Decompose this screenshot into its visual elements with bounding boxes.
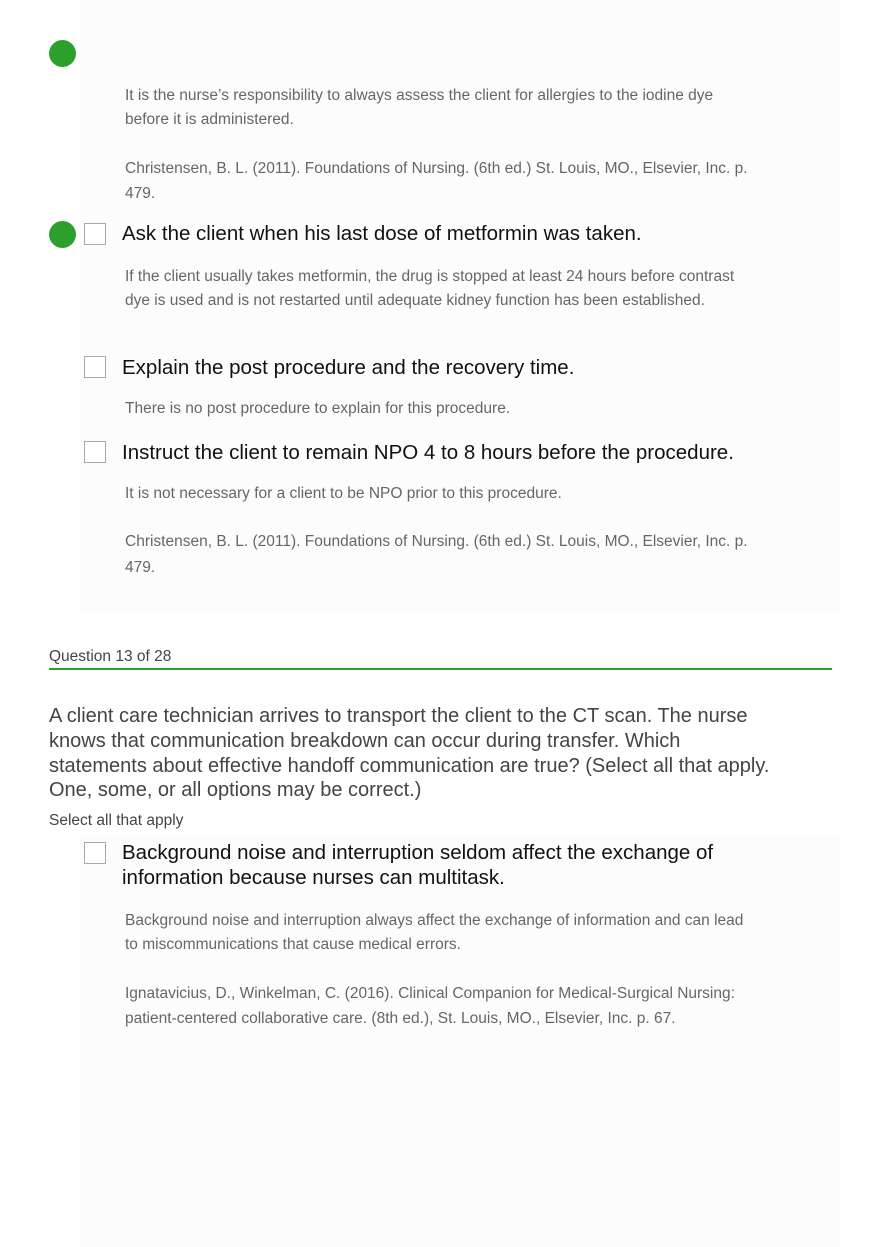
option-citation: Ignatavicius, D., Winkelman, C. (2016). Clinical Companion for Medical-Surgical Nursing: patient-centered collaborative care. (8th ed.), St. Louis, MO., Elsevier, Inc. p. 67.: [125, 985, 735, 1027]
option-label: Explain the post procedure and the recovery time.: [122, 356, 575, 379]
question-divider: [49, 668, 832, 670]
option-checkbox[interactable]: [84, 223, 106, 245]
option-checkbox[interactable]: [84, 356, 106, 378]
question-number: Question 13 of 28: [49, 648, 172, 665]
option-citation: Christensen, B. L. (2011). Foundations of Nursing. (6th ed.) St. Louis, MO., Elsevier, Inc. p. 479.: [125, 533, 748, 576]
question-instruction: Select all that apply: [49, 812, 184, 829]
correct-answer-indicator-icon: [49, 221, 76, 248]
option-rationale: It is not necessary for a client to be NPO prior to this procedure.: [125, 485, 562, 502]
option-rationale: If the client usually takes metformin, the drug is stopped at least 24 hours before contrast dye is used and is not restarted until adequate kidney function has been established.: [125, 268, 735, 309]
option-checkbox[interactable]: [84, 842, 106, 864]
question-13-answer-panel: [80, 836, 840, 1247]
option-rationale: It is the nurse’s responsibility to always assess the client for allergies to the iodine dye before it is administered.: [125, 87, 714, 128]
option-label: Ask the client when his last dose of metformin was taken.: [122, 222, 642, 245]
option-citation: Christensen, B. L. (2011). Foundations of Nursing. (6th ed.) St. Louis, MO., Elsevier, Inc. p. 479.: [125, 160, 748, 202]
option-rationale: There is no post procedure to explain for this procedure.: [125, 400, 511, 417]
option-label: Background noise and interruption seldom affect the exchange of information because nurses can multitask.: [122, 841, 714, 889]
option-rationale: Background noise and interruption always affect the exchange of information and can lead to miscommunications that cause medical errors.: [125, 912, 744, 953]
correct-answer-indicator-icon: [49, 40, 76, 67]
option-label: Instruct the client to remain NPO 4 to 8 hours before the procedure.: [122, 441, 734, 464]
option-checkbox[interactable]: [84, 441, 106, 463]
question-text: A client care technician arrives to transport the client to the CT scan. The nurse knows that communication breakdown can occur during transfer. Which statements about effective handoff communication are true? (Select all that apply. One, some, or all options may be correct.): [49, 705, 770, 802]
